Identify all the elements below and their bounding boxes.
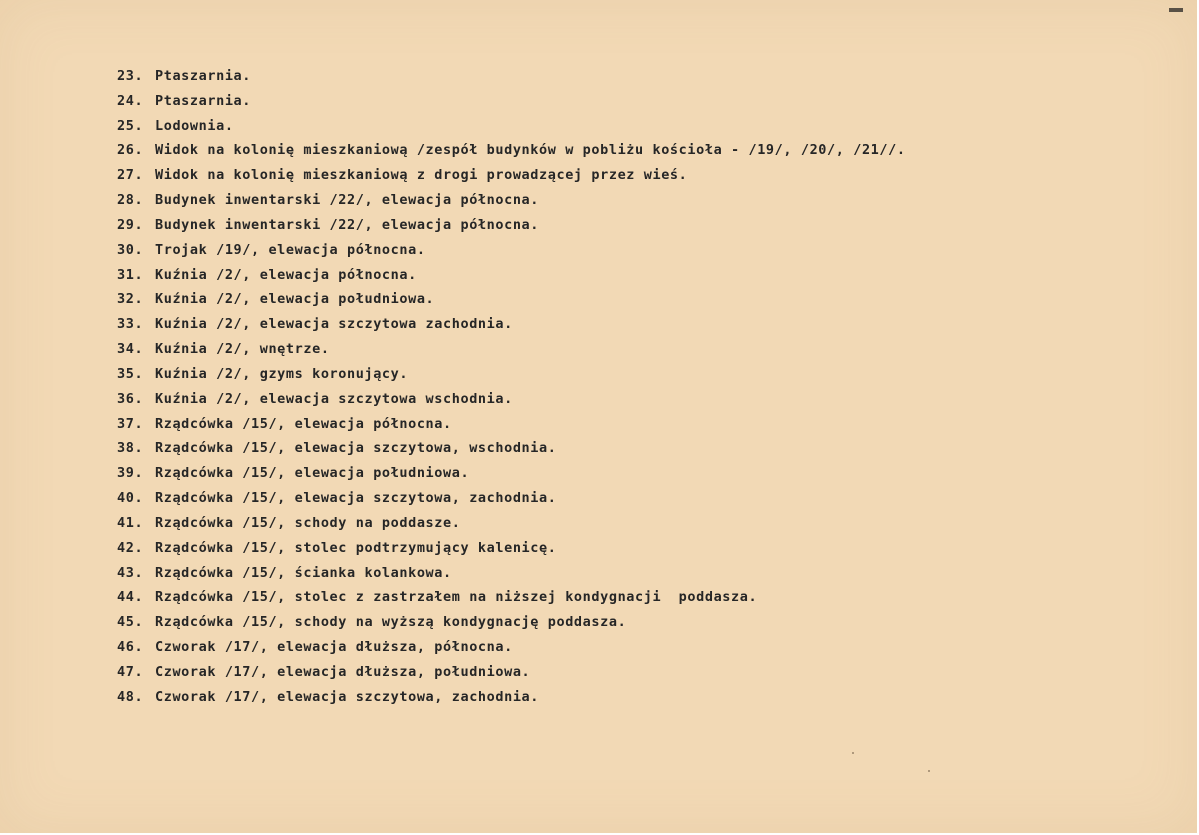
list-item	[117, 461, 906, 486]
item-number: 29.	[117, 216, 144, 233]
item-text: Kuźnia /2/, elewacja szczytowa zachodnia.	[155, 316, 513, 333]
item-number: 47.	[117, 663, 144, 680]
item-text: Budynek inwentarski /22/, elewacja północna.	[155, 192, 540, 209]
item-number: 41.	[117, 514, 144, 531]
list-item	[117, 511, 906, 536]
list-item	[117, 287, 906, 312]
list-item	[117, 387, 906, 412]
item-number: 27.	[117, 167, 144, 184]
item-number: 38.	[117, 440, 144, 457]
item-number: 25.	[117, 117, 144, 134]
item-text: Widok na kolonię mieszkaniową z drogi prowadzącej przez wieś.	[155, 167, 688, 184]
item-text: Czworak /17/, elewacja dłuższa, południowa.	[155, 663, 531, 680]
list-item	[117, 312, 906, 337]
item-number: 36.	[117, 390, 144, 407]
list-item	[117, 238, 906, 263]
item-number: 44.	[117, 589, 144, 606]
list-item	[117, 89, 906, 114]
item-text: Ptaszarnia.	[155, 68, 252, 84]
list-item	[117, 685, 906, 710]
list-item	[117, 362, 906, 387]
list-item	[117, 114, 906, 139]
item-number: 46.	[117, 639, 144, 656]
item-number: 33.	[117, 316, 144, 333]
item-number: 30.	[117, 241, 144, 258]
item-text: Rządcówka /15/, ścianka kolankowa.	[155, 564, 452, 581]
list-item	[117, 436, 906, 461]
item-number: 26.	[117, 142, 144, 159]
item-number: 42.	[117, 539, 144, 556]
list-item	[117, 635, 906, 660]
item-number: 39.	[117, 465, 144, 482]
photo-caption-list	[117, 64, 906, 710]
item-number: 23.	[117, 68, 144, 84]
item-number: 48.	[117, 688, 144, 705]
list-item	[117, 561, 906, 586]
item-text: Kuźnia /2/, elewacja północna.	[155, 266, 417, 283]
item-text: Rządcówka /15/, elewacja północna.	[155, 415, 452, 432]
item-text: Czworak /17/, elewacja dłuższa, północna.	[155, 639, 513, 656]
item-number: 32.	[117, 291, 144, 308]
list-item	[117, 412, 906, 437]
item-text: Rządcówka /15/, elewacja szczytowa, zachodnia.	[155, 490, 557, 507]
item-text: Rządcówka /15/, elewacja południowa.	[155, 465, 470, 482]
item-text: Widok na kolonię mieszkaniową /zespół budynków w pobliżu kościoła - /19/, /20/, /21//.	[155, 142, 906, 159]
item-text: Kuźnia /2/, elewacja szczytowa wschodnia.	[155, 390, 513, 407]
item-text: Rządcówka /15/, stolec z zastrzałem na niższej kondygnacji poddasza.	[155, 589, 758, 606]
list-item	[117, 64, 906, 89]
item-number: 43.	[117, 564, 144, 581]
list-item	[117, 188, 906, 213]
item-text: Trojak /19/, elewacja północna.	[155, 241, 426, 258]
item-number: 45.	[117, 614, 144, 631]
list-item	[117, 163, 906, 188]
item-text: Rządcówka /15/, elewacja szczytowa, wschodnia.	[155, 440, 557, 457]
item-number: 28.	[117, 192, 144, 209]
list-item	[117, 585, 906, 610]
list-item	[117, 660, 906, 685]
item-text: Budynek inwentarski /22/, elewacja północna.	[155, 216, 540, 233]
paper-speck	[852, 752, 854, 754]
item-text: Kuźnia /2/, gzyms koronujący.	[155, 365, 409, 382]
list-item	[117, 536, 906, 561]
list-item	[117, 610, 906, 635]
item-text: Czworak /17/, elewacja szczytowa, zachodnia.	[155, 688, 540, 705]
item-number: 40.	[117, 490, 144, 507]
item-text: Rządcówka /15/, stolec podtrzymujący kalenicę.	[155, 539, 557, 556]
item-text: Kuźnia /2/, wnętrze.	[155, 341, 330, 358]
list-item	[117, 263, 906, 288]
item-number: 37.	[117, 415, 144, 432]
item-text: Ptaszarnia.	[155, 92, 252, 109]
item-number: 35.	[117, 365, 144, 382]
item-text: Rządcówka /15/, schody na wyższą kondygnację poddasza.	[155, 614, 627, 631]
paper-speck	[928, 770, 930, 772]
item-number: 34.	[117, 341, 144, 358]
corner-mark	[1169, 8, 1183, 12]
item-number: 24.	[117, 92, 144, 109]
item-text: Rządcówka /15/, schody na poddasze.	[155, 514, 461, 531]
item-text: Lodownia.	[155, 117, 234, 134]
list-item	[117, 486, 906, 511]
item-number: 31.	[117, 266, 144, 283]
list-item	[117, 213, 906, 238]
list-item	[117, 337, 906, 362]
item-text: Kuźnia /2/, elewacja południowa.	[155, 291, 435, 308]
list-item	[117, 138, 906, 163]
